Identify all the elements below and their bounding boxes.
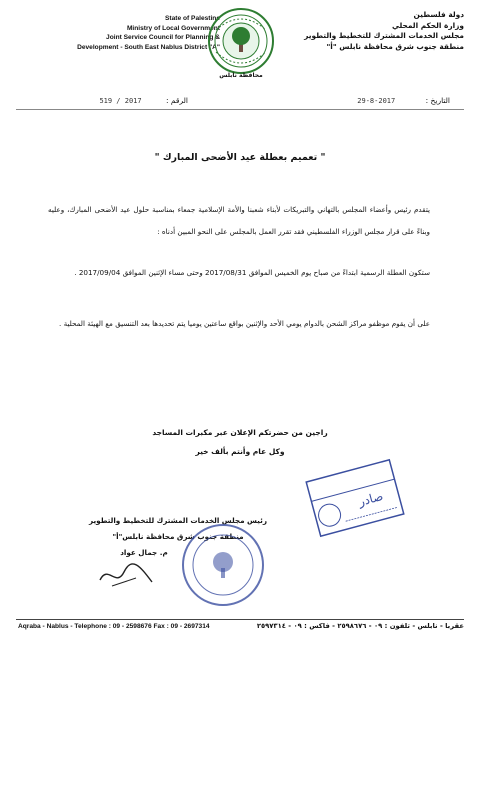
header-english-line: Development - South East Nablus District "A"	[77, 43, 220, 51]
reference-number	[38, 96, 188, 105]
reference-value: 519 / 2017	[99, 97, 142, 105]
header-english-line: State of Palestine	[165, 15, 220, 22]
closing-line: وكل عام وأنتم بألف خير	[195, 447, 285, 456]
date-label: التاريخ :	[425, 96, 450, 105]
header-arabic-line: دولة فلسطين	[413, 10, 464, 19]
footer-arabic: عقربا - نابلس - تلفون : ٠٩ - ٢٥٩٨٦٧٦ - فاكس : ٠٩ - ٢٥٩٧٣١٤	[256, 622, 464, 630]
council-seal	[180, 522, 266, 608]
reference-label: الرقم :	[166, 96, 188, 105]
header-arabic-line: مجلس الخدمات المشترك للتخطيط والتطوير	[304, 31, 464, 40]
signature-region: منطقة جنوب شرق محافظة نابلس"أ"	[112, 532, 244, 541]
paragraph: يتقدم رئيس وأعضاء المجلس بالتهاني والتبريكات لأبناء شعبنا والأمة الإسلامية جمعاء بمناسبة حلول عيد الأضحى المبارك، وعليه وبناءً على قرار مجلس الوزراء الفلسطيني فقد تقرر العمل بالمجلس على النحو المبين أدناه :	[48, 205, 430, 236]
paragraph: ستكون العطلة الرسمية ابتداءً من صباح يوم الخميس الموافق 2017/08/31 وحتى مساء الإثنين الموافق 2017/09/04 .	[74, 268, 430, 277]
header-arabic	[289, 10, 464, 52]
footer-english: Aqraba - Nablus - Telephone : 09 - 2598676 Fax : 09 - 2697314	[18, 623, 210, 630]
signature-title: رئيس مجلس الخدمات المشترك للتخطيط والتطوير	[89, 516, 267, 525]
received-stamp	[304, 457, 406, 538]
date-value: 29-8-2017	[357, 97, 396, 105]
header-english-line: Joint Service Council for Planning &	[106, 34, 220, 42]
paragraph: على أن يقوم موظفو مراكز الشحن بالدوام يومي الأحد والإثنين بواقع ساعتين يوميا يتم تحديدها بعد التنسيق مع الهيئة المحلية .	[59, 319, 430, 328]
header-english-line: Ministry of Local Government	[126, 24, 220, 32]
closing-line: راجين من حضرتكم الإعلان عبر مكبرات المساجد	[152, 428, 328, 437]
stamp-label: صادر	[356, 488, 385, 509]
header-english	[20, 14, 220, 52]
council-logo	[206, 6, 276, 76]
date-field	[290, 96, 450, 105]
governorate-label: محافظة نابلس	[219, 72, 263, 79]
header-arabic-line: منطقة جنوب شرق محافظة نابلس "أ"	[326, 41, 464, 51]
header-arabic-line: وزارة الحكم المحلي	[392, 20, 464, 30]
header-divider	[16, 109, 464, 110]
handwritten-signature	[96, 560, 156, 590]
signatory-name: م. جمال عواد	[120, 548, 168, 557]
footer-divider	[16, 619, 464, 620]
letter-subject: " تعميم بعطلة عيد الأضحى المبارك "	[154, 152, 326, 163]
